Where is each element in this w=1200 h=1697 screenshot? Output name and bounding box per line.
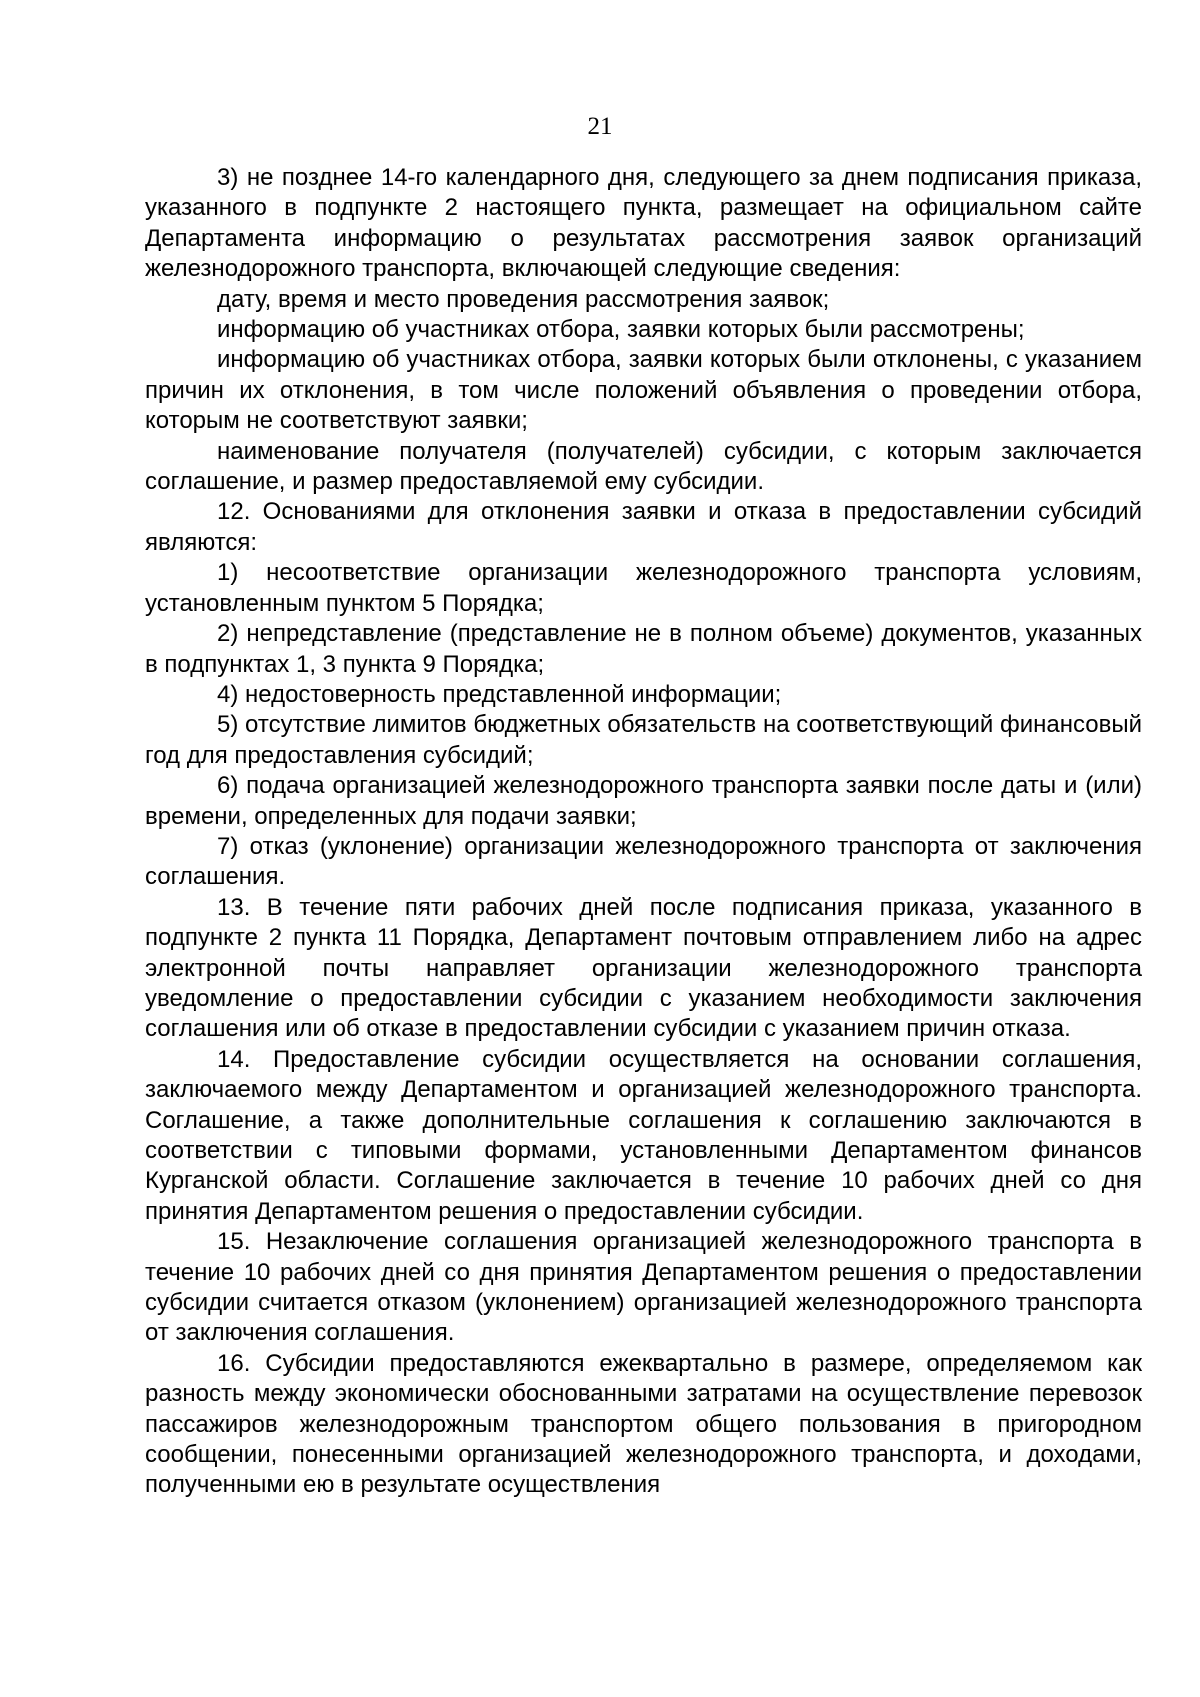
document-body — [145, 163, 1142, 1501]
paragraph-section-15: 15. Незаключение соглашения организацией железнодорожного транспорта в течение 10 рабочих дней со дня принятия Департаментом решения о предоставлении субсидии считается отказом (уклонением) организацией железнодорожного транспорта от заключения соглашения. — [145, 1228, 1142, 1347]
paragraph-12-item-5: 5) отсутствие лимитов бюджетных обязательств на соответствующий финансовый год для предоставления субсидий; — [145, 711, 1142, 769]
paragraph-section-14: 14. Предоставление субсидии осуществляется на основании соглашения, заключаемого между Департаментом и организацией железнодорожного транспорта. Соглашение, а также дополнительные соглашения к соглашению заключаются в соответствии с типовыми формами, установленными Департаментом финансов Курганской области. Соглашение заключается в течение 10 рабочих дней со дня принятия Департаментом решения о предоставлении субсидии. — [145, 1045, 1142, 1225]
paragraph-item-3-publication: 3) не позднее 14-го календарного дня, следующего за днем подписания приказа, указанного в подпункте 2 настоящего пункта, размещает на официальном сайте Департамента информацию о результатах рассмотрения заявок организаций железнодорожного транспорта, включающей следующие сведения: — [145, 164, 1142, 283]
paragraph-recipient-name: наименование получателя (получателей) субсидии, с которым заключается соглашение, и размер предоставляемой ему субсидии. — [145, 437, 1142, 496]
paragraph-review-date: дату, время и место проведения рассмотрения заявок; — [217, 285, 830, 313]
page-number: 21 — [587, 113, 613, 140]
paragraph-12-item-7: 7) отказ (уклонение) организации железнодорожного транспорта от заключения соглашения. — [145, 832, 1142, 891]
paragraph-12-item-1: 1) несоответствие организации железнодорожного транспорта условиям, установленным пунктом 5 Порядка; — [145, 559, 1142, 617]
paragraph-12-item-2: 2) непредставление (представление не в полном объеме) документов, указанных в подпунктах 1, 3 пункта 9 Порядка; — [145, 620, 1142, 678]
paragraph-reviewed-participants: информацию об участниках отбора, заявки которых были рассмотрены; — [217, 316, 1025, 344]
paragraph-rejected-participants: информацию об участниках отбора, заявки которых были отклонены, с указанием причин их отклонения, в том числе положений объявления о проведении отбора, которым не соответствуют заявки; — [145, 346, 1142, 435]
paragraph-12-item-4: 4) недостоверность представленной информации; — [217, 680, 782, 708]
paragraph-section-13: 13. В течение пяти рабочих дней после подписания приказа, указанного в подпункте 2 пункта 11 Порядка, Департамент почтовым отправлением либо на адрес электронной почты направляет организации железнодорожного транспорта уведомление о предоставлении субсидии с указанием необходимости заключения соглашения или об отказе в предоставлении субсидии с указанием причин отказа. — [145, 893, 1142, 1043]
paragraph-section-12: 12. Основаниями для отклонения заявки и отказа в предоставлении субсидий являются: — [145, 498, 1142, 556]
paragraph-section-16: 16. Субсидии предоставляются ежеквартально в размере, определяемом как разность между экономически обоснованными затратами на осуществление перевозок пассажиров железнодорожным транспортом общего пользования в пригородном сообщении, понесенными организацией железнодорожного транспорта, и доходами, полученными ею в результате осуществления — [145, 1349, 1142, 1499]
paragraph-12-item-6: 6) подача организацией железнодорожного транспорта заявки после даты и (или) времени, определенных для подачи заявки; — [145, 772, 1142, 830]
